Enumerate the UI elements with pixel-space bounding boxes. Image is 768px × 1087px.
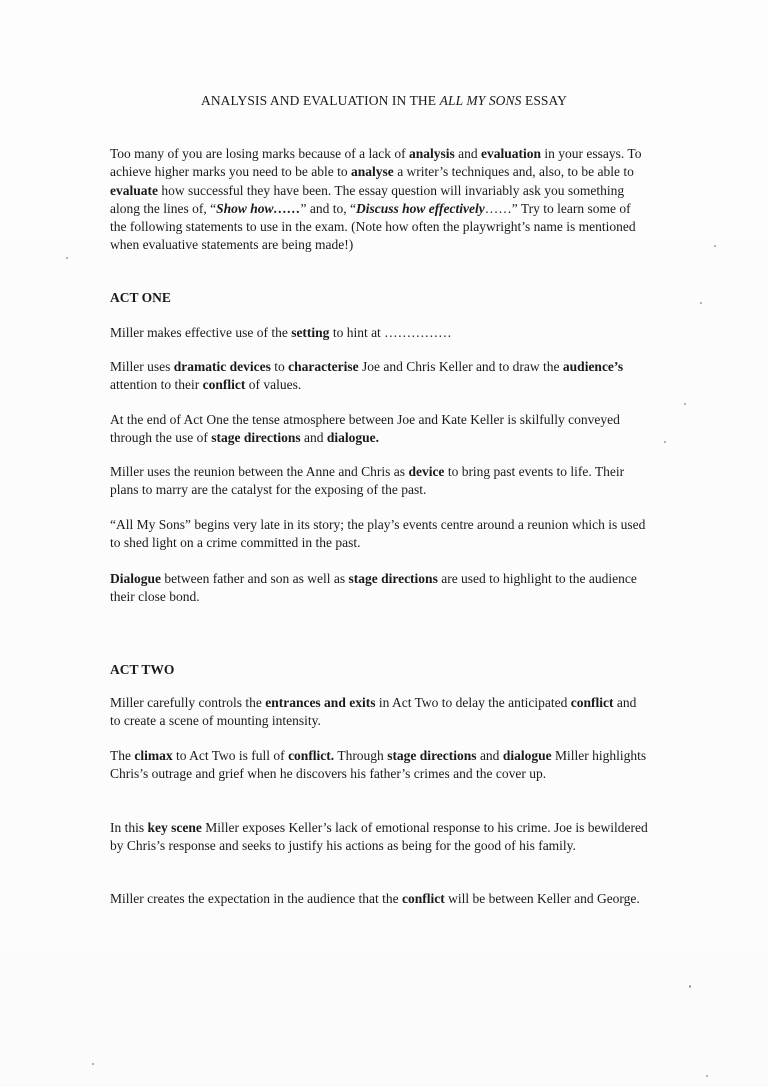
page-title: ANALYSIS AND EVALUATION IN THE ALL MY SONS ESSAY — [200, 93, 567, 108]
intro-paragraph: Too many of you are losing marks because of a lack of analysis and evaluation in your essays. To achieve higher marks you need to be able to analyse a writer’s techniques and, also, to be able to evaluate how successful they have been. The essay question will invariably ask you something along the lines of, “Show how……” and to, “Discuss how effectively……” Try to learn some of the following statements to use in the exam. (Note how often the playwright’s name is mentioned when evaluative statements are being made!) — [110, 146, 642, 253]
scan-speck — [684, 403, 686, 405]
act-one-paragraph-2: Miller uses dramatic devices to characterise Joe and Chris Keller and to draw the audience’s attention to their conflict of values. — [110, 359, 624, 393]
scan-speck — [689, 985, 691, 988]
act-one-paragraph-6: Dialogue between father and son as well as stage directions are used to highlight to the audience their close bond. — [110, 571, 637, 605]
scan-speck — [66, 257, 68, 259]
act-two-paragraph-4: Miller creates the expectation in the audience that the conflict will be between Keller and George. — [110, 891, 640, 906]
scan-speck — [664, 441, 666, 443]
act-two-paragraph-3: In this key scene Miller exposes Keller’s lack of emotional response to his crime. Joe is bewildered by Chris’s response and seeks to justify his actions as being for the good of his family. — [110, 820, 648, 854]
act-one-paragraph-1: Miller makes effective use of the setting to hint at …………… — [110, 325, 452, 340]
act-one-paragraph-3: At the end of Act One the tense atmosphere between Joe and Kate Keller is skilfully conveyed through the use of stage directions and dialogue. — [110, 412, 620, 446]
scan-speck — [714, 245, 716, 247]
act-two-paragraph-2: The climax to Act Two is full of conflict. Through stage directions and dialogue Miller highlights Chris’s outrage and grief when he discovers his father’s crimes and the cover up. — [110, 748, 647, 782]
scan-speck — [700, 302, 702, 304]
act-one-paragraph-4: Miller uses the reunion between the Anne and Chris as device to bring past events to life. Their plans to marry are the catalyst for the exposing of the past. — [110, 464, 625, 498]
act-one-heading: ACT ONE — [110, 290, 171, 305]
play-title: ALL MY SONS — [439, 93, 522, 108]
act-two-paragraph-1: Miller carefully controls the entrances and exits in Act Two to delay the anticipated conflict and to create a scene of mounting intensity. — [110, 695, 637, 729]
act-one-paragraph-5: “All My Sons” begins very late in its story; the play’s events centre around a reunion which is used to shed light on a crime committed in the past. — [110, 517, 646, 551]
scan-speck — [706, 1075, 708, 1077]
act-two-heading: ACT TWO — [110, 662, 175, 677]
scan-speck — [92, 1063, 94, 1065]
